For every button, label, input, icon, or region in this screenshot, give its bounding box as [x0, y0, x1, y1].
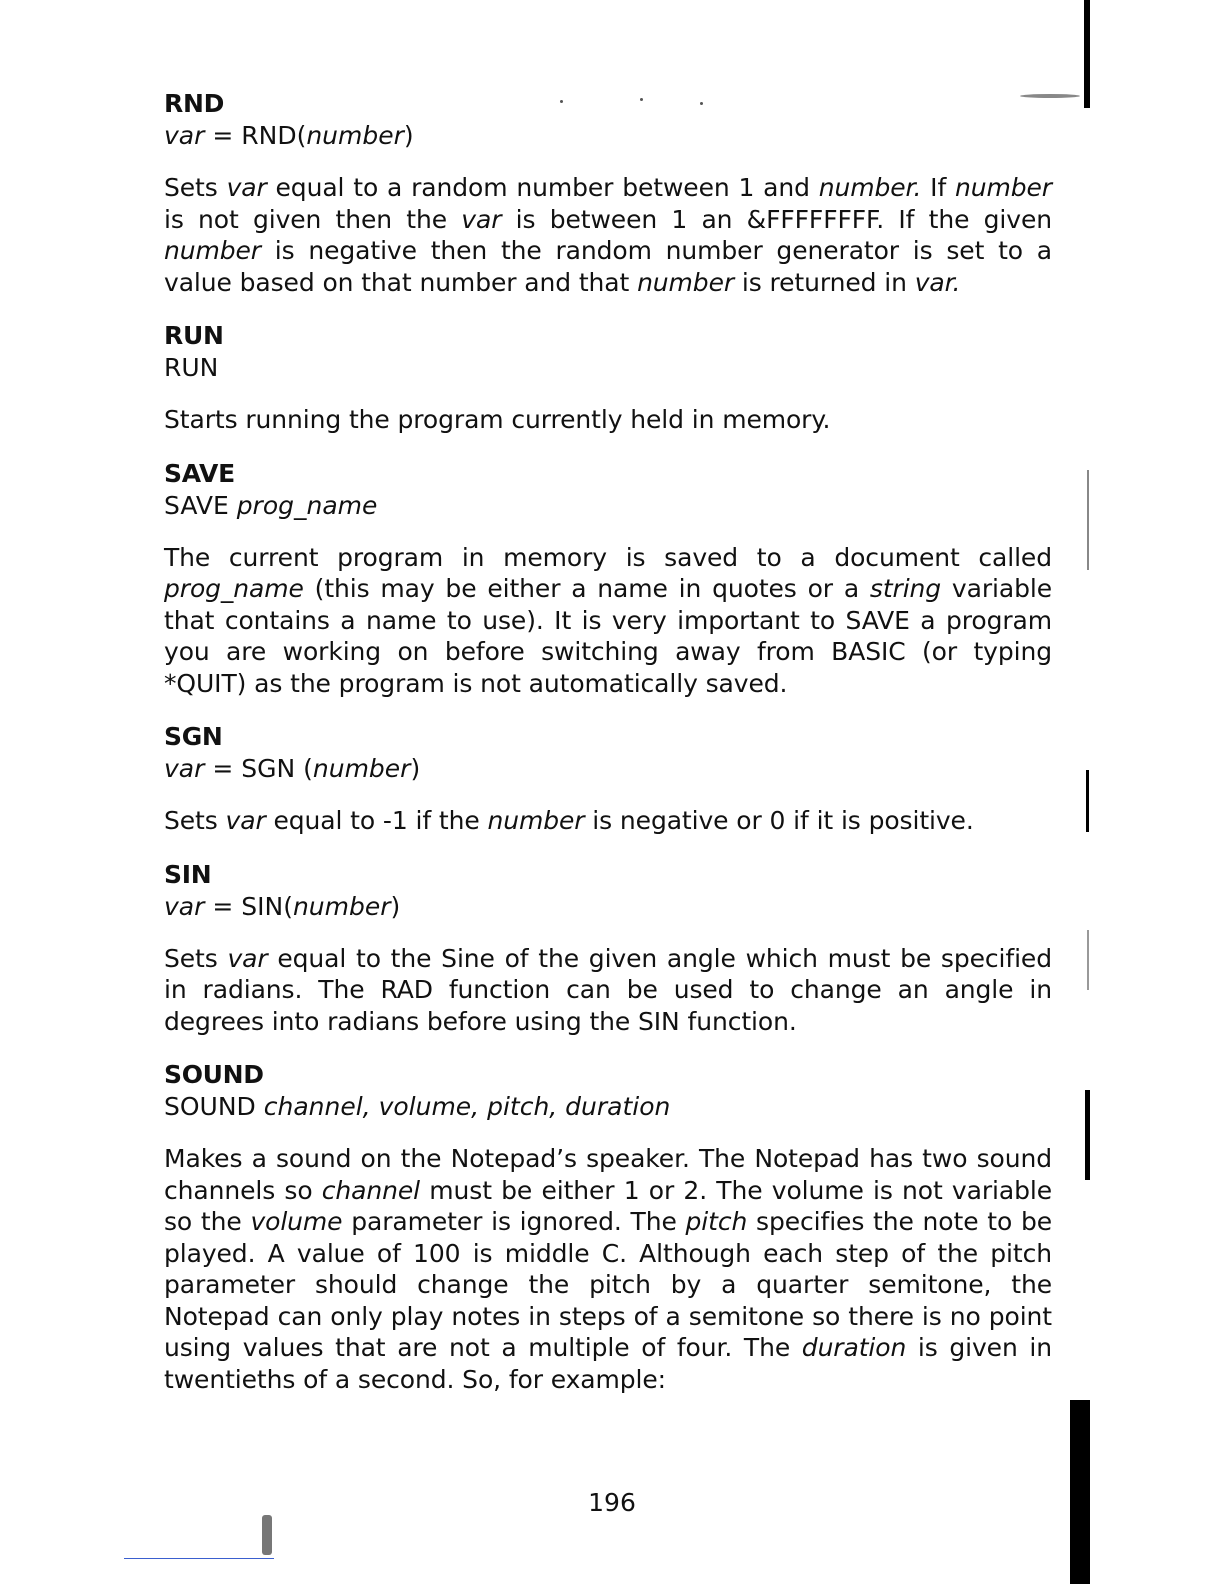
entry-heading: SOUND — [164, 1060, 264, 1089]
scan-edge-mark — [1084, 0, 1090, 108]
entry-description: Sets var equal to a random number between 1 and number. If number is not given then the var is between 1 an &FFFFFFFF. If the given number is negative then the random number generator is set to a value based on that number and that number is returned in var. — [164, 173, 1052, 297]
entry-rnd — [164, 88, 1052, 298]
scan-speck — [560, 100, 563, 103]
entry-heading: RND — [164, 89, 225, 118]
entry-sgn — [164, 721, 1052, 837]
scan-speck — [1020, 94, 1080, 98]
entry-description: Makes a sound on the Notepad’s speaker. The Notepad has two sound channels so channel must be either 1 or 2. The volume is not variable so the volume parameter is ignored. The pitch specifies the note to be played. A value of 100 is middle C. Although each step of the pitch parameter should change the pitch by a quarter semitone, the Notepad can only play notes in steps of a semitone so there is no point using values that are not a multiple of four. The duration is given in twentieths of a second. So, for example: — [164, 1144, 1053, 1394]
entry-description: The current program in memory is saved to a document called prog_name (this may be either a name in quotes or a string variable that contains a name to use). It is very important to SAVE a program you are working on before switching away from BASIC (or typing *QUIT) as the program is not automatically saved. — [164, 542, 1052, 698]
reference-content — [164, 88, 1052, 1395]
entry-save — [164, 458, 1052, 700]
page-number: 196 — [588, 1488, 636, 1517]
scan-edge-mark — [1086, 770, 1089, 832]
scan-edge-mark — [1087, 470, 1089, 570]
entry-description: Sets var equal to the Sine of the given angle which must be specified in radians. The RAD function can be used to change an angle in degrees into radians before using the SIN function. — [164, 943, 1052, 1036]
scan-edge-mark — [1087, 930, 1089, 990]
entry-syntax: SOUND channel, volume, pitch, duration — [164, 1092, 671, 1121]
scan-edge-mark — [1070, 1400, 1090, 1584]
entry-syntax: var = SIN(number) — [164, 891, 401, 921]
entry-description: Sets var equal to -1 if the number is negative or 0 if it is positive. — [164, 806, 974, 835]
footer-rule — [124, 1558, 274, 1559]
entry-sin — [164, 859, 1052, 1038]
scan-speck — [262, 1515, 272, 1555]
entry-syntax: var = SGN (number) — [164, 754, 421, 783]
scan-speck — [640, 98, 643, 101]
entry-syntax: RUN — [164, 353, 219, 382]
entry-syntax: SAVE prog_name — [164, 490, 378, 520]
entry-heading: SAVE — [164, 458, 235, 488]
scan-speck — [700, 102, 703, 105]
entry-description: Starts running the program currently held in memory. — [164, 405, 831, 434]
entry-syntax: var = RND(number) — [164, 121, 414, 150]
scan-edge-mark — [1085, 1090, 1090, 1180]
entry-sound — [164, 1059, 1052, 1395]
entry-heading: SIN — [164, 859, 212, 889]
entry-run — [164, 320, 1052, 436]
entry-heading: SGN — [164, 722, 223, 751]
entry-heading: RUN — [164, 321, 224, 350]
